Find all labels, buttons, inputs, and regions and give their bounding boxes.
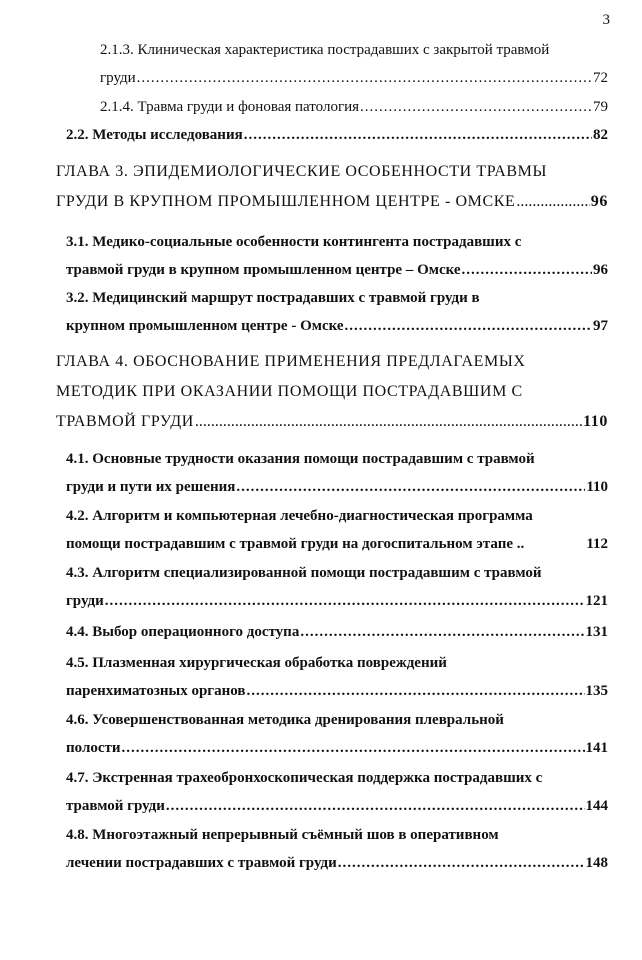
- toc-entry-line: [66, 477, 608, 497]
- toc-entry-line: [66, 316, 608, 336]
- toc-entry-line: 3.2. Медицинский маршрут пострадавших с травмой груди в: [66, 290, 480, 306]
- toc-entry-line: 4.8. Многоэтажный непрерывный съёмный шов в оперативном: [66, 827, 499, 843]
- leader-dots: [516, 191, 589, 213]
- toc-page-number: 135: [585, 683, 608, 699]
- toc-entry-line: [56, 411, 608, 433]
- leader-dots: [122, 738, 585, 758]
- toc-entry-line: [66, 591, 608, 611]
- leader-dots: [105, 591, 585, 611]
- toc-entry-line: [66, 796, 608, 816]
- toc-page-number: 82: [593, 127, 608, 143]
- toc-entry-text: груди: [100, 70, 136, 86]
- leader-dots: [345, 316, 592, 336]
- toc-entry-line: [100, 97, 608, 117]
- toc-entry-text: травмой груди в крупном промышленном центре – Омске: [66, 262, 461, 278]
- toc-page-number: 79: [593, 99, 608, 115]
- leader-dots: [360, 97, 592, 117]
- leader-dots: [137, 68, 592, 88]
- leader-dots: [300, 622, 584, 642]
- toc-entry-text: травмой груди: [66, 798, 165, 814]
- toc-entry-text: груди и пути их решения: [66, 479, 236, 495]
- toc-entry-line: [66, 681, 608, 701]
- leader-dots: [195, 411, 582, 433]
- toc-entry-text: помощи пострадавшим с травмой груди на догоспитальном этапе ..: [66, 536, 525, 552]
- toc-entry-line: [66, 622, 608, 642]
- leader-dots: [338, 853, 585, 873]
- toc-entry-line: 4.3. Алгоритм специализированной помощи пострадавшим с травмой: [66, 565, 542, 581]
- leader-dots: [166, 796, 585, 816]
- toc-entry-text: ГРУДИ В КРУПНОМ ПРОМЫШЛЕННОМ ЦЕНТРЕ - ОМСКЕ: [56, 193, 516, 210]
- toc-entry-line: МЕТОДИК ПРИ ОКАЗАНИИ ПОМОЩИ ПОСТРАДАВШИМ С: [56, 383, 523, 400]
- toc-page-number: 141: [585, 740, 608, 756]
- toc-page-number: 97: [593, 318, 608, 334]
- toc-page-number: 96: [593, 262, 608, 278]
- toc-entry-line: [66, 853, 608, 873]
- toc-entry-line: ГЛАВА 4. ОБОСНОВАНИЕ ПРИМЕНЕНИЯ ПРЕДЛАГАЕМЫХ: [56, 353, 526, 370]
- toc-entry-line: 2.1.3. Клиническая характеристика пострадавших с закрытой травмой: [100, 42, 550, 58]
- toc-page-number: 110: [583, 413, 608, 430]
- toc-entry-line: 3.1. Медико-социальные особенности контингента пострадавших с: [66, 234, 522, 250]
- toc-entry-line: 4.2. Алгоритм и компьютерная лечебно-диагностическая программа: [66, 508, 533, 524]
- toc-entry-line: [66, 534, 608, 554]
- toc-entry-text: ТРАВМОЙ ГРУДИ: [56, 413, 194, 430]
- page-number: 3: [602, 12, 610, 28]
- toc-entry-line: [66, 260, 608, 280]
- toc-page-number: 148: [585, 855, 608, 871]
- toc-entry-line: 4.5. Плазменная хирургическая обработка повреждений: [66, 655, 447, 671]
- toc-page-number: 121: [585, 593, 608, 609]
- toc-page-number: 72: [593, 70, 608, 86]
- leader-dots: [244, 125, 592, 145]
- toc-entry-text: паренхиматозных органов: [66, 683, 246, 699]
- toc-page-number: 131: [585, 624, 608, 640]
- toc-entry-text: 2.1.4. Травма груди и фоновая патология: [100, 99, 360, 115]
- toc-entry-line: ГЛАВА 3. ЭПИДЕМИОЛОГИЧЕСКИЕ ОСОБЕННОСТИ ТРАВМЫ: [56, 163, 548, 180]
- toc-page-number: 110: [586, 479, 608, 495]
- toc-page-number: 144: [585, 798, 608, 814]
- leader-dots: [236, 477, 585, 497]
- toc-entry-line: [66, 738, 608, 758]
- toc-entry-line: [56, 191, 608, 213]
- toc-page-number: 96: [590, 193, 608, 210]
- toc-entry-line: [100, 68, 608, 88]
- toc-entry-text: крупном промышленном центре - Омске: [66, 318, 344, 334]
- toc-entry-line: 4.1. Основные трудности оказания помощи пострадавшим с травмой: [66, 451, 535, 467]
- toc-entry-line: [66, 125, 608, 145]
- toc-entry-text: 4.4. Выбор операционного доступа: [66, 624, 300, 640]
- leader-dots: [246, 681, 584, 701]
- toc-page-number: 112: [586, 536, 608, 552]
- toc-entry-text: 2.2. Методы исследования: [66, 127, 243, 143]
- leader-dots: [462, 260, 592, 280]
- toc-entry-line: 4.6. Усовершенствованная методика дренирования плевральной: [66, 712, 504, 728]
- toc-entry-text: груди: [66, 593, 104, 609]
- toc-entry-text: лечении пострадавших с травмой груди: [66, 855, 337, 871]
- toc-entry-line: 4.7. Экстренная трахеобронхоскопическая поддержка пострадавших с: [66, 770, 543, 786]
- toc-entry-text: полости: [66, 740, 121, 756]
